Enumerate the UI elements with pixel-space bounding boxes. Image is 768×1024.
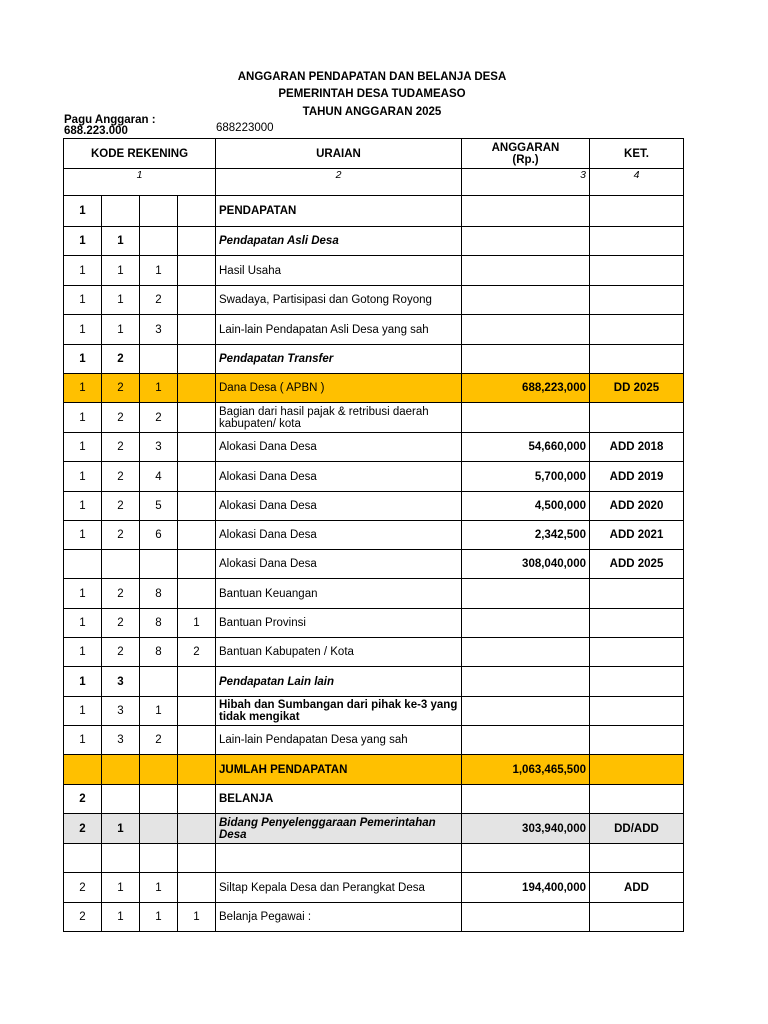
kode-level-1: 2 [64, 814, 102, 844]
kode-level-4 [178, 814, 216, 844]
header-ket: KET. [590, 139, 684, 169]
ket-cell [590, 196, 684, 227]
kode-level-2: 2 [102, 579, 140, 609]
kode-level-1: 1 [64, 492, 102, 521]
kode-level-4 [178, 726, 216, 755]
kode-level-4 [178, 844, 216, 873]
ket-cell: ADD 2021 [590, 521, 684, 550]
kode-level-4 [178, 785, 216, 814]
kode-level-4: 2 [178, 638, 216, 667]
kode-level-2: 2 [102, 521, 140, 550]
column-number-4: 4 [590, 169, 684, 196]
kode-level-3 [140, 667, 178, 697]
kode-level-3: 6 [140, 521, 178, 550]
kode-level-1: 1 [64, 227, 102, 256]
column-number-2: 2 [216, 169, 462, 196]
table-row [64, 697, 684, 726]
ket-cell [590, 755, 684, 785]
anggaran-cell [462, 196, 590, 227]
kode-level-1 [64, 550, 102, 579]
anggaran-cell [462, 785, 590, 814]
kode-level-2 [102, 755, 140, 785]
kode-level-2: 1 [102, 286, 140, 315]
table-row [64, 550, 684, 579]
kode-level-3 [140, 844, 178, 873]
anggaran-cell [462, 315, 590, 345]
table-row [64, 609, 684, 638]
table-row [64, 579, 684, 609]
ket-cell: ADD 2018 [590, 433, 684, 462]
budget-table [63, 138, 684, 932]
kode-level-3 [140, 196, 178, 227]
table-row [64, 256, 684, 286]
table-row [64, 521, 684, 550]
kode-level-3: 5 [140, 492, 178, 521]
kode-level-3 [140, 345, 178, 374]
kode-level-4 [178, 315, 216, 345]
header-anggaran-unit: (Rp.) [512, 153, 539, 166]
table-row [64, 462, 684, 492]
uraian-cell: Bantuan Kabupaten / Kota [216, 638, 462, 667]
kode-level-1: 1 [64, 374, 102, 403]
uraian-cell: Dana Desa ( APBN ) [216, 374, 462, 403]
kode-level-2: 2 [102, 462, 140, 492]
ket-cell [590, 844, 684, 873]
column-number-row [64, 169, 684, 196]
kode-level-1: 1 [64, 403, 102, 433]
kode-level-3: 4 [140, 462, 178, 492]
ket-cell: DD/ADD [590, 814, 684, 844]
anggaran-cell [462, 256, 590, 286]
anggaran-cell: 303,940,000 [462, 814, 590, 844]
kode-level-1: 1 [64, 697, 102, 726]
kode-level-2 [102, 550, 140, 579]
kode-level-2: 3 [102, 726, 140, 755]
anggaran-cell [462, 579, 590, 609]
kode-level-4 [178, 286, 216, 315]
kode-level-3: 8 [140, 638, 178, 667]
kode-level-2: 1 [102, 873, 140, 903]
anggaran-cell [462, 638, 590, 667]
document-title: ANGGARAN PENDAPATAN DAN BELANJA DESA [237, 71, 507, 83]
ket-cell [590, 315, 684, 345]
ket-cell [590, 697, 684, 726]
table-row [64, 755, 684, 785]
uraian-cell: Pendapatan Lain lain [216, 667, 462, 697]
pagu-anggaran-value: 688223000 [216, 122, 274, 134]
kode-level-3: 3 [140, 315, 178, 345]
anggaran-cell: 4,500,000 [462, 492, 590, 521]
table-row [64, 726, 684, 755]
kode-level-1: 1 [64, 638, 102, 667]
kode-level-3 [140, 755, 178, 785]
anggaran-cell [462, 726, 590, 755]
kode-level-4 [178, 374, 216, 403]
uraian-cell [216, 844, 462, 873]
kode-level-4: 1 [178, 609, 216, 638]
kode-level-1: 2 [64, 785, 102, 814]
header-kode-rekening: KODE REKENING [64, 139, 216, 169]
table-row [64, 814, 684, 844]
table-row [64, 345, 684, 374]
kode-level-4 [178, 433, 216, 462]
uraian-cell: Pendapatan Transfer [216, 345, 462, 374]
kode-level-1: 1 [64, 462, 102, 492]
kode-level-4 [178, 550, 216, 579]
kode-level-4 [178, 462, 216, 492]
document-subtitle-village: PEMERINTAH DESA TUDAMEASO [278, 88, 466, 100]
kode-level-3 [140, 550, 178, 579]
column-number-1: 1 [64, 169, 216, 196]
uraian-cell: Bidang Penyelenggaraan Pemerintahan Desa [216, 814, 462, 844]
ket-cell [590, 256, 684, 286]
uraian-cell: Bantuan Keuangan [216, 579, 462, 609]
kode-level-3: 2 [140, 286, 178, 315]
ket-cell: DD 2025 [590, 374, 684, 403]
kode-level-2: 3 [102, 697, 140, 726]
column-number-3: 3 [462, 169, 590, 196]
kode-level-1: 1 [64, 579, 102, 609]
kode-level-3: 1 [140, 697, 178, 726]
ket-cell: ADD 2019 [590, 462, 684, 492]
kode-level-3: 1 [140, 873, 178, 903]
kode-level-2: 2 [102, 374, 140, 403]
kode-level-2: 2 [102, 345, 140, 374]
uraian-cell: Hibah dan Sumbangan dari pihak ke-3 yang tidak mengikat [216, 697, 462, 726]
kode-level-3: 8 [140, 609, 178, 638]
kode-level-2: 1 [102, 256, 140, 286]
header-uraian: URAIAN [216, 139, 462, 169]
kode-level-3: 1 [140, 374, 178, 403]
anggaran-cell: 1,063,465,500 [462, 755, 590, 785]
kode-level-2 [102, 844, 140, 873]
kode-level-3: 3 [140, 433, 178, 462]
uraian-cell: Lain-lain Pendapatan Asli Desa yang sah [216, 315, 462, 345]
table-row [64, 667, 684, 697]
anggaran-cell [462, 227, 590, 256]
uraian-cell: PENDAPATAN [216, 196, 462, 227]
ket-cell [590, 667, 684, 697]
kode-level-4 [178, 227, 216, 256]
kode-level-3: 2 [140, 403, 178, 433]
ket-cell: ADD 2025 [590, 550, 684, 579]
anggaran-cell [462, 697, 590, 726]
kode-level-2 [102, 785, 140, 814]
kode-level-3 [140, 785, 178, 814]
ket-cell [590, 286, 684, 315]
kode-level-4 [178, 403, 216, 433]
kode-level-2: 2 [102, 609, 140, 638]
anggaran-cell: 308,040,000 [462, 550, 590, 579]
uraian-cell: Lain-lain Pendapatan Desa yang sah [216, 726, 462, 755]
kode-level-4 [178, 579, 216, 609]
anggaran-cell: 54,660,000 [462, 433, 590, 462]
kode-level-2: 1 [102, 814, 140, 844]
kode-level-1: 1 [64, 521, 102, 550]
ket-cell [590, 609, 684, 638]
anggaran-cell: 688,223,000 [462, 374, 590, 403]
anggaran-cell [462, 844, 590, 873]
kode-level-2: 3 [102, 667, 140, 697]
uraian-cell: Belanja Pegawai : [216, 903, 462, 932]
ket-cell [590, 726, 684, 755]
kode-level-2 [102, 196, 140, 227]
anggaran-cell: 5,700,000 [462, 462, 590, 492]
anggaran-cell [462, 286, 590, 315]
kode-level-4 [178, 196, 216, 227]
table-row [64, 196, 684, 227]
uraian-cell: Swadaya, Partisipasi dan Gotong Royong [216, 286, 462, 315]
uraian-cell: JUMLAH PENDAPATAN [216, 755, 462, 785]
budget-rows [64, 196, 684, 932]
kode-level-3: 8 [140, 579, 178, 609]
kode-level-2: 2 [102, 492, 140, 521]
kode-level-3 [140, 814, 178, 844]
table-row [64, 844, 684, 873]
kode-level-4 [178, 521, 216, 550]
kode-level-3: 1 [140, 903, 178, 932]
kode-level-1: 1 [64, 196, 102, 227]
kode-level-1: 1 [64, 667, 102, 697]
table-row [64, 286, 684, 315]
kode-level-1: 1 [64, 345, 102, 374]
uraian-cell: Alokasi Dana Desa [216, 550, 462, 579]
kode-level-3 [140, 227, 178, 256]
ket-cell [590, 227, 684, 256]
ket-cell [590, 403, 684, 433]
kode-level-1: 1 [64, 726, 102, 755]
kode-level-1: 2 [64, 873, 102, 903]
ket-cell [590, 579, 684, 609]
kode-level-4 [178, 755, 216, 785]
uraian-cell: Bagian dari hasil pajak & retribusi daerah kabupaten/ kota [216, 403, 462, 433]
uraian-cell: Alokasi Dana Desa [216, 462, 462, 492]
anggaran-cell [462, 667, 590, 697]
kode-level-4 [178, 697, 216, 726]
table-row [64, 903, 684, 932]
kode-level-4: 1 [178, 903, 216, 932]
kode-level-1: 1 [64, 609, 102, 638]
ket-cell: ADD [590, 873, 684, 903]
kode-level-1: 1 [64, 433, 102, 462]
table-row [64, 227, 684, 256]
anggaran-cell [462, 903, 590, 932]
kode-level-4 [178, 492, 216, 521]
uraian-cell: Alokasi Dana Desa [216, 433, 462, 462]
uraian-cell: Hasil Usaha [216, 256, 462, 286]
kode-level-4 [178, 873, 216, 903]
uraian-cell: Bantuan Provinsi [216, 609, 462, 638]
kode-level-3: 1 [140, 256, 178, 286]
kode-level-4 [178, 256, 216, 286]
kode-level-4 [178, 345, 216, 374]
anggaran-cell [462, 403, 590, 433]
kode-level-2: 1 [102, 227, 140, 256]
uraian-cell: Alokasi Dana Desa [216, 521, 462, 550]
ket-cell: ADD 2020 [590, 492, 684, 521]
table-row [64, 638, 684, 667]
ket-cell [590, 785, 684, 814]
kode-level-4 [178, 667, 216, 697]
anggaran-cell: 194,400,000 [462, 873, 590, 903]
kode-level-1: 2 [64, 903, 102, 932]
ket-cell [590, 638, 684, 667]
uraian-cell: Pendapatan Asli Desa [216, 227, 462, 256]
table-header-row [64, 139, 684, 169]
kode-level-2: 2 [102, 638, 140, 667]
pagu-anggaran-label: Pagu Anggaran : 688.223.000 [64, 114, 156, 137]
table-row [64, 403, 684, 433]
table-row [64, 785, 684, 814]
kode-level-3: 2 [140, 726, 178, 755]
kode-level-2: 1 [102, 315, 140, 345]
anggaran-cell [462, 345, 590, 374]
table-row [64, 873, 684, 903]
kode-level-2: 1 [102, 903, 140, 932]
uraian-cell: Siltap Kepala Desa dan Perangkat Desa [216, 873, 462, 903]
table-row [64, 492, 684, 521]
kode-level-1 [64, 844, 102, 873]
uraian-cell: Alokasi Dana Desa [216, 492, 462, 521]
document-subtitle-year: TAHUN ANGGARAN 2025 [302, 106, 442, 118]
anggaran-cell [462, 609, 590, 638]
kode-level-1: 1 [64, 256, 102, 286]
ket-cell [590, 903, 684, 932]
table-row [64, 433, 684, 462]
kode-level-1 [64, 755, 102, 785]
table-row [64, 315, 684, 345]
header-anggaran-label: ANGGARAN [491, 141, 560, 154]
kode-level-2: 2 [102, 433, 140, 462]
uraian-cell: BELANJA [216, 785, 462, 814]
kode-level-1: 1 [64, 286, 102, 315]
header-anggaran [462, 139, 590, 169]
anggaran-cell: 2,342,500 [462, 521, 590, 550]
kode-level-1: 1 [64, 315, 102, 345]
ket-cell [590, 345, 684, 374]
table-row [64, 374, 684, 403]
kode-level-2: 2 [102, 403, 140, 433]
